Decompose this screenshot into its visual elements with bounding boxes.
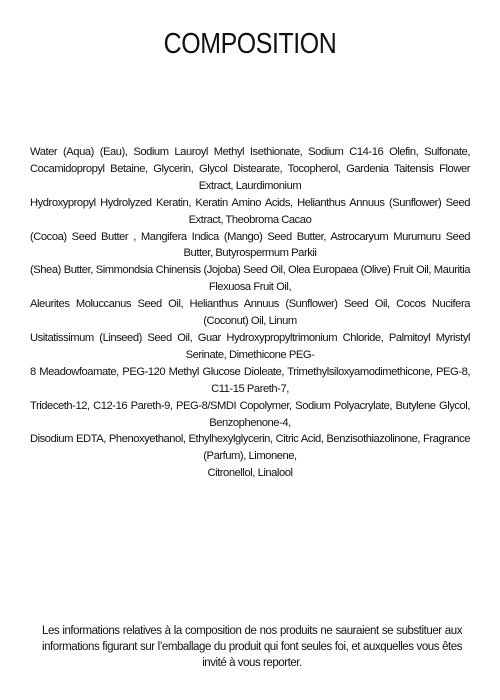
ingredients-paragraph: Water (Aqua) (Eau), Sodium Lauroyl Methyl Isethionate, Sodium C14-16 Olefin, Sulfonate, Cocamidopropyl Betaine, Glycerin, Glycol Distearate, Tocopherol, Gardenia Taitensis Flower Extract, Laurdimonium (30, 146, 470, 192)
ingredients-paragraph: Usitatissimum (Linseed) Seed Oil, Guar Hydroxypropyltrimonium Chloride, Palmitoyl Myristyl Serinate, Dimethicone PEG- (30, 331, 470, 361)
ingredients-paragraph: Trideceth-12, C12-16 Pareth-9, PEG-8/SMDI Copolymer, Sodium Polyacrylate, Butylene Glycol, Benzophenone-4, (30, 399, 470, 429)
ingredients-paragraph: Aleurites Moluccanus Seed Oil, Helianthus Annuus (Sunflower) Seed Oil, Cocos Nucifera (Coconut) Oil, Linum (30, 298, 470, 328)
ingredients-paragraph: (Shea) Butter, Simmondsia Chinensis (Jojoba) Seed Oil, Olea Europaea (Olive) Fruit Oil, Mauritia Flexuosa Fruit Oil, (30, 264, 470, 294)
ingredients-list (30, 144, 470, 482)
ingredients-paragraph: Citronellol, Linalool (207, 467, 293, 480)
disclaimer-text: Les informations relatives à la composition de nos produits ne sauraient se substituer aux informations figurant sur l’emballage du produit qui font seules foi, et auxquelles vous êtes invité à vous reporter. (42, 625, 462, 669)
page-title: COMPOSITION (163, 28, 337, 60)
ingredients-paragraph: (Cocoa) Seed Butter , Mangifera Indica (Mango) Seed Butter, Astrocaryum Murumuru Seed Butter, Butyrospermum Parkii (30, 230, 470, 260)
ingredients-paragraph: 8 Meadowfoamate, PEG-120 Methyl Glucose Dioleate, Trimethylsiloxyamodimethicone, PEG-8, C11-15 Pareth-7, (30, 365, 470, 395)
ingredients-paragraph: Disodium EDTA, Phenoxyethanol, Ethylhexylglycerin, Citric Acid, Benzisothiazolinone, Fragrance (Parfum), Limonene, (30, 433, 470, 463)
ingredients-paragraph: Hydroxypropyl Hydrolyzed Keratin, Keratin Amino Acids, Helianthus Annuus (Sunflower) Seed Extract, Theobroma Cacao (30, 196, 470, 226)
